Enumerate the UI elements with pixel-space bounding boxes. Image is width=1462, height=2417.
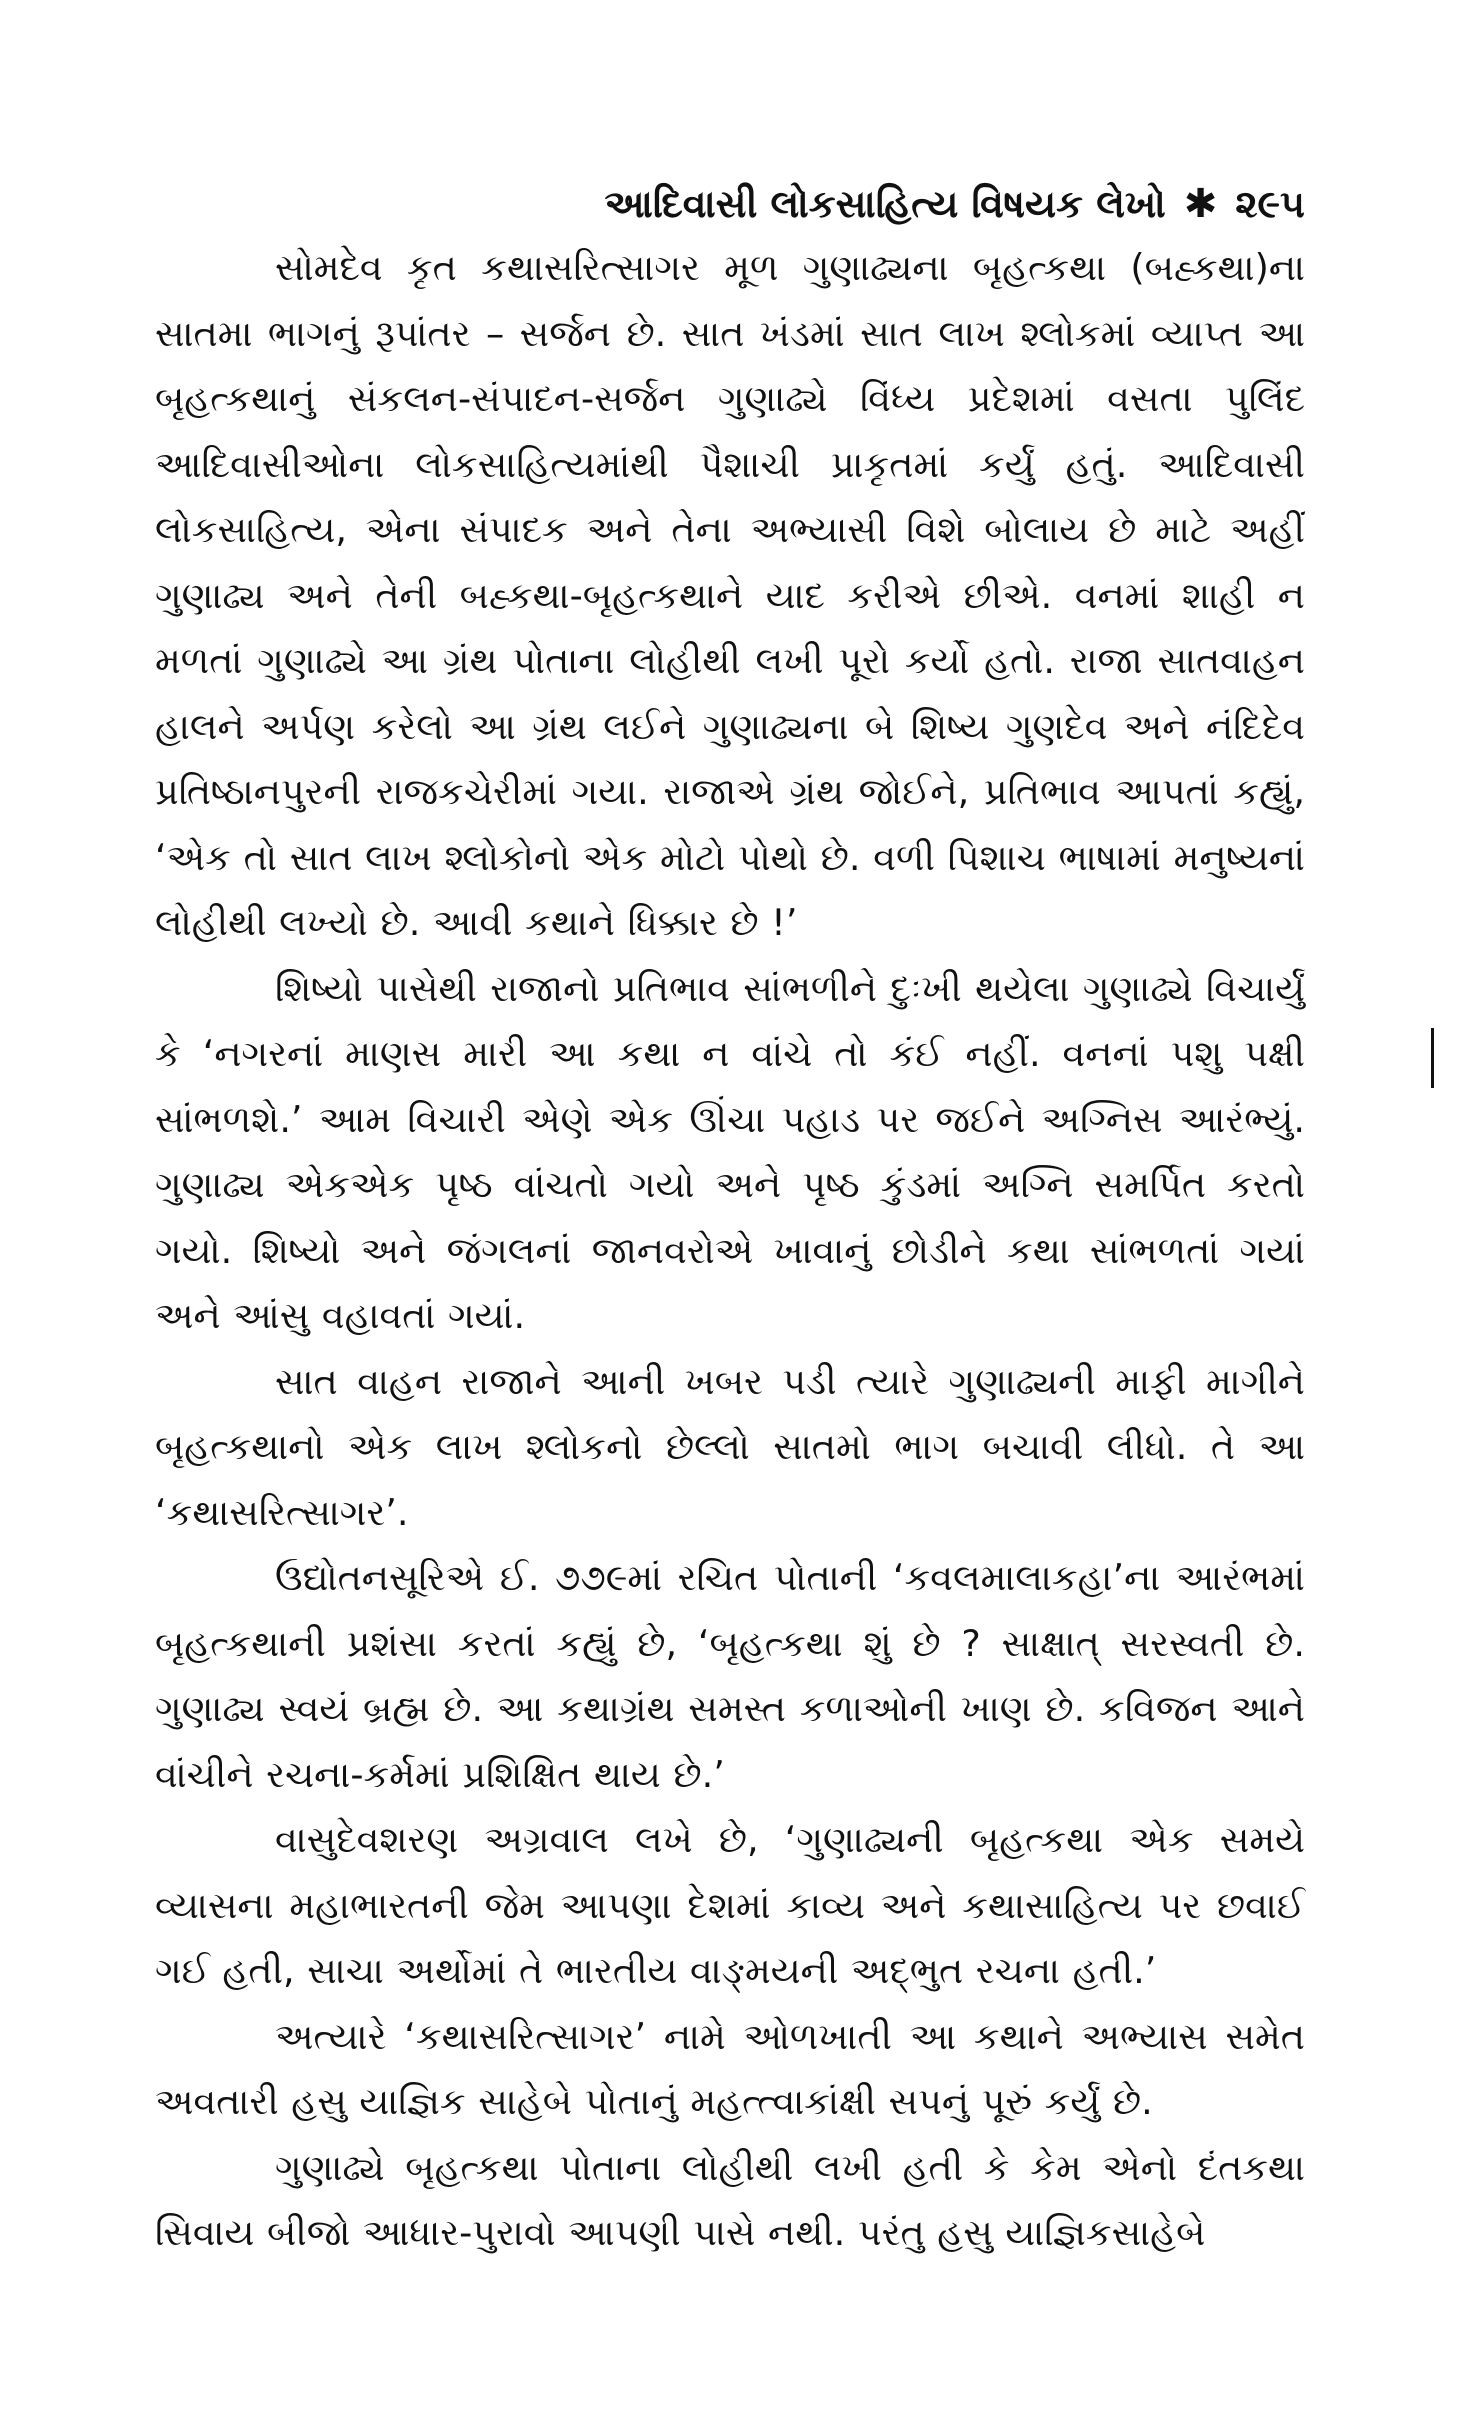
page-number: ૨૯૫ (1235, 182, 1305, 226)
paragraph: ગુણાઢ્યે બૃહત્કથા પોતાના લોહીથી લખી હતી કે કેમ એનો દંતકથા સિવાય બીજો આધાર-પુરાવો આપણી પાસે નથી. પરંતુ હસુ યાજ્ઞિકસાહેબે (155, 2145, 1305, 2254)
paragraph: વાસુદેવશરણ અગ્રવાલ લખે છે, ‘ગુણાઢ્યની બૃહત્કથા એક સમયે વ્યાસના મહાભારતની જેમ આપણા દેશમાં કાવ્ય અને કથાસાહિત્ય પર છવાઈ ગઈ હતી, સાચા અર્થોમાં તે ભારતીય વાઙ્મયની અદ્ભુત રચના હતી.’ (155, 1818, 1305, 1992)
body-text (155, 235, 1305, 2266)
paragraph: સાત વાહન રાજાને આની ખબર પડી ત્યારે ગુણાઢ્યની માફી માગીને બૃહત્કથાનો એક લાખ શ્લોકનો છેલ્લો સાતમો ભાગ બચાવી લીધો. તે આ ‘કથાસરિત્સાગર’. (155, 1359, 1305, 1534)
paragraph: અત્યારે ‘કથાસરિત્સાગર’ નામે ઓળખાતી આ કથાને અભ્યાસ સમેત અવતારી હસુ યાજ્ઞિક સાહેબે પોતાનું મહત્ત્વાકાંક્ષી સપનું પૂરું કર્યું છે. (155, 2014, 1305, 2123)
book-page (155, 175, 1305, 2266)
paragraph: સોમદેવ કૃત કથાસરિત્સાગર મૂળ ગુણાઢ્યના બૃહત્કથા (બહ્કથા)ના સાતમા ભાગનું રૂપાંતર – સર્જન છે. સાત ખંડમાં સાત લાખ શ્લોકમાં વ્યાપ્ત આ બૃહત્કથાનું સંકલન-સંપાદન-સર્જન ગુણાઢ્યે વિંધ્ય પ્રદેશમાં વસતા પુલિંદ આદિવાસીઓના લોકસાહિત્યમાંથી પૈશાચી પ્રાકૃતમાં કર્યું હતું. આદિવાસી લોકસાહિત્ય, એના સંપાદક અને તેના અભ્યાસી વિશે બોલાય છે માટે અહીં ગુણાઢ્ય અને તેની બહ્કથા-બૃહત્કથાને યાદ કરીએ છીએ. વનમાં શાહી ન મળતાં ગુણાઢ્યે આ ગ્રંથ પોતાના લોહીથી લખી પૂરો કર્યો હતો. રાજા સાતવાહન હાલને અર્પણ કરેલો આ ગ્રંથ લઈને ગુણાઢ્યના બે શિષ્ય ગુણદેવ અને નંદિદેવ પ્રતિષ્ઠાનપુરની રાજકચેરીમાં ગયા. રાજાએ ગ્રંથ જોઈને, પ્રતિભાવ આપતાં કહ્યું, ‘એક તો સાત લાખ શ્લોકોનો એક મોટો પોથો છે. વળી પિશાચ ભાષામાં મનુષ્યનાં લોહીથી લખ્યો છે. આવી કથાને ધિક્કાર છે !’ (155, 246, 1305, 944)
paragraph: શિષ્યો પાસેથી રાજાનો પ્રતિભાવ સાંભળીને દુઃખી થયેલા ગુણાઢ્યે વિચાર્યું કે ‘નગરનાં માણસ મારી આ કથા ન વાંચે તો કંઈ નહીં. વનનાં પશુ પક્ષી સાંભળશે.’ આમ વિચારી એણે એક ઊંચા પહાડ પર જઈને અગ્નિસ આરંભ્યું. ગુણાઢ્ય એકએક પૃષ્ઠ વાંચતો ગયો અને પૃષ્ઠ કુંડમાં અગ્નિ સમર્પિત કરતો ગયો. શિષ્યો અને જંગલનાં જાનવરોએ ખાવાનું છોડીને કથા સાંભળતાં ગયાં અને આંસુ વહાવતાં ગયાં. (155, 966, 1305, 1337)
running-header (155, 175, 1305, 233)
margin-bracket-mark (1431, 1028, 1434, 1088)
header-title: આદિવાસી લોકસાહિત્ય વિષયક લેખો (604, 182, 1166, 226)
paragraph: ઉદ્યોતનસૂરિએ ઈ. ૭૭૯માં રચિત પોતાની ‘કવલમાલાકહા’ના આરંભમાં બૃહત્કથાની પ્રશંસા કરતાં કહ્યું છે, ‘બૃહત્કથા શું છે ? સાક્ષાત્ સરસ્વતી છે. ગુણાઢ્ય સ્વયં બ્રહ્મ છે. આ કથાગ્રંથ સમસ્ત કળાઓની ખાણ છે. કવિજન આને વાંચીને રચના-કર્મમાં પ્રશિક્ષિત થાય છે.’ (155, 1556, 1305, 1796)
star-icon: ✱ (1183, 181, 1218, 227)
